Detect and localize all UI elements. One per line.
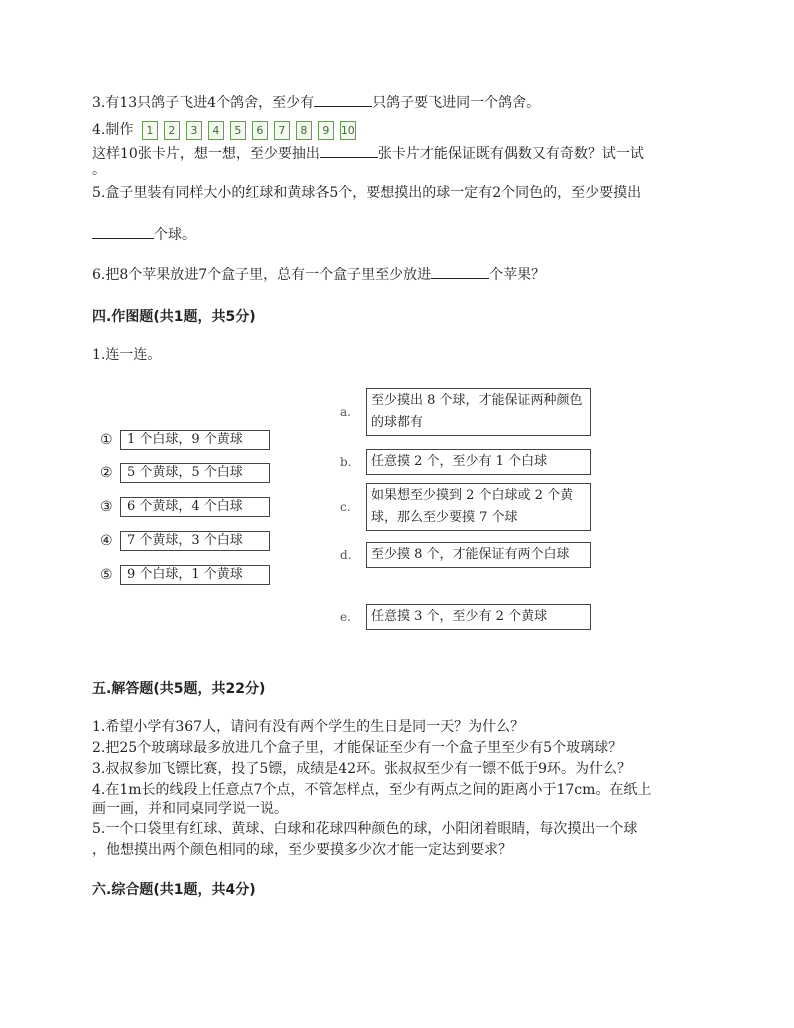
question-5-1: 1.希望小学有367人，请问有没有两个学生的生日是同一天？为什么？ <box>92 719 525 735</box>
option-label: c. <box>340 500 351 514</box>
item-number: ⑤ <box>100 567 113 583</box>
number-card: 2 <box>164 121 180 140</box>
option-label: a. <box>340 405 351 419</box>
option-label: b. <box>340 455 352 469</box>
matching-left-item-4[interactable] <box>100 530 270 552</box>
item-box: 6 个黄球，4 个白球 <box>120 497 270 517</box>
item-number: ② <box>100 465 113 481</box>
question-3-15-line1: 5.盒子里装有同样大小的红球和黄球各5个，要想摸出的球一定有2个同色的，至少要摸出 <box>92 185 642 201</box>
question-3-15-line2: 个球。 <box>92 224 196 245</box>
number-cards <box>142 121 356 140</box>
option-label: e. <box>340 610 351 624</box>
question-5-2: 2.把25个玻璃球最多放进几个盒子里，才能保证至少有一个盒子里至少有5个玻璃球？ <box>92 740 623 756</box>
section-4-title: 四.作图题(共1题，共5分) <box>92 309 256 325</box>
matching-right-item-a[interactable] <box>340 388 591 436</box>
item-box: 7 个黄球，3 个白球 <box>120 531 270 551</box>
question-5-5-cont: ，他想摸出两个颜色相同的球，至少要摸多少次才能一定达到要求？ <box>92 842 512 858</box>
option-box: 任意摸 2 个，至少有 1 个白球 <box>366 449 591 475</box>
number-card: 4 <box>208 121 224 140</box>
option-label: d. <box>340 548 352 562</box>
matching-right-item-e[interactable] <box>340 604 591 630</box>
number-card: 9 <box>318 121 334 140</box>
answer-blank[interactable] <box>92 224 154 239</box>
question-5-3: 3.叔叔参加飞镖比赛，投了5镖，成绩是42环。张叔叔至少有一镖不低于9环。为什么？ <box>92 761 631 777</box>
matching-left-item-2[interactable] <box>100 462 270 484</box>
option-box: 如果想至少摸到 2 个白球或 2 个黄球，那么至少要摸 7 个球 <box>366 483 591 531</box>
number-card: 5 <box>230 121 246 140</box>
matching-right-item-d[interactable] <box>340 542 591 568</box>
question-3-14-line2: 这样10张卡片，想一想，至少要抽出 张卡片才能保证既有偶数又有奇数？试一试 <box>92 143 644 164</box>
number-card: 3 <box>186 121 202 140</box>
answer-blank[interactable] <box>320 143 378 158</box>
number-card: 6 <box>252 121 268 140</box>
question-5-4-cont: 画一画，并和同桌同学说一说。 <box>92 801 288 817</box>
item-box: 9 个白球，1 个黄球 <box>120 565 270 585</box>
item-box: 1 个白球，9 个黄球 <box>120 430 270 450</box>
question-3-14-line3: 。 <box>92 162 106 178</box>
item-number: ④ <box>100 533 113 549</box>
matching-left-item-5[interactable] <box>100 564 270 586</box>
matching-right-item-b[interactable] <box>340 449 591 475</box>
number-card: 10 <box>340 121 356 140</box>
number-card: 1 <box>142 121 158 140</box>
matching-left-item-3[interactable] <box>100 496 270 518</box>
question-3-13: 3.有13只鸽子飞进4个鸽舍，至少有 只鸽子要飞进同一个鸽舍。 <box>92 92 540 113</box>
answer-blank[interactable] <box>431 264 489 279</box>
question-5-5: 5.一个口袋里有红球、黄球、白球和花球四种颜色的球，小阳闭着眼睛，每次摸出一个球 <box>92 821 638 837</box>
section-6-title: 六.综合题(共1题，共4分) <box>92 882 256 898</box>
answer-blank[interactable] <box>314 92 372 107</box>
item-box: 5 个黄球，5 个白球 <box>120 463 270 483</box>
question-5-4: 4.在1m长的线段上任意点7个点，不管怎样点，至少有两点之间的距离小于17cm。在纸上 <box>92 782 652 798</box>
section-4-q1: 1.连一连。 <box>92 347 162 363</box>
item-number: ① <box>100 432 113 448</box>
number-card: 8 <box>296 121 312 140</box>
option-box: 至少摸 8 个，才能保证有两个白球 <box>366 542 591 568</box>
number-card: 7 <box>274 121 290 140</box>
matching-right-item-c[interactable] <box>340 483 591 531</box>
item-number: ③ <box>100 499 113 515</box>
option-box: 至少摸出 8 个球，才能保证两种颜色的球都有 <box>366 388 591 436</box>
option-box: 任意摸 3 个，至少有 2 个黄球 <box>366 604 591 630</box>
question-3-14-line1: 4.制作 1 2 3 4 5 6 7 8 9 10 <box>92 122 355 138</box>
question-3-16: 6.把8个苹果放进7个盒子里，总有一个盒子里至少放进 个苹果？ <box>92 264 545 285</box>
matching-left-item-1[interactable] <box>100 429 270 451</box>
section-5-title: 五.解答题(共5题，共22分) <box>92 681 266 697</box>
